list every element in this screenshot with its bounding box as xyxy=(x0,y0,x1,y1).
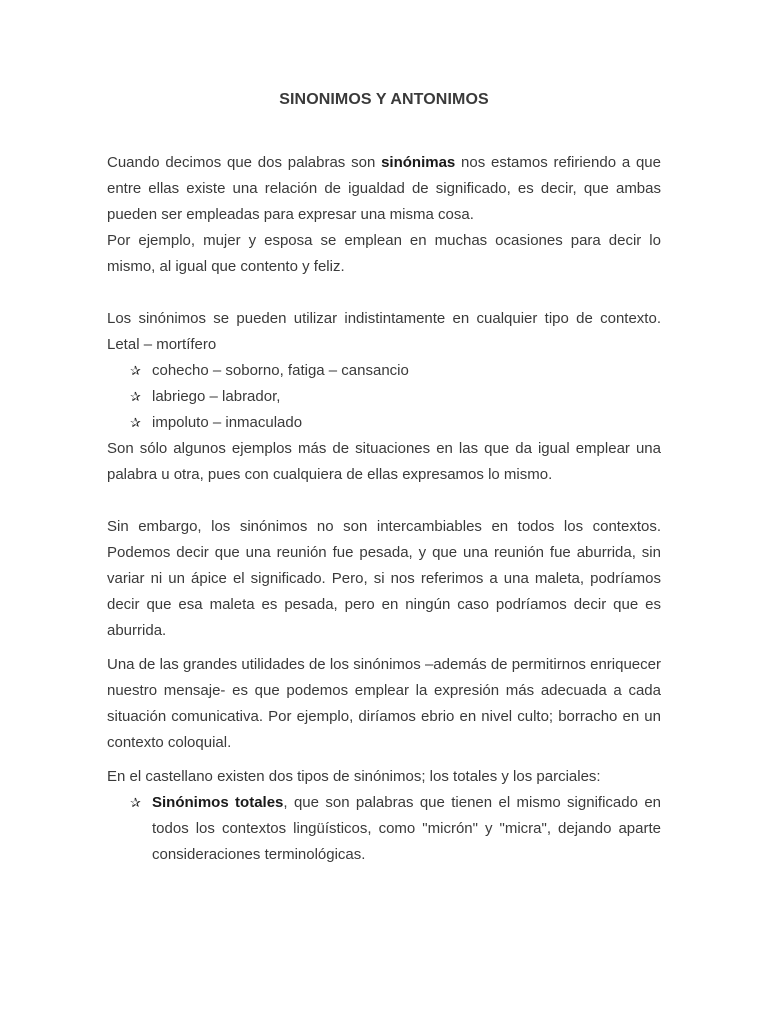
star-bullet-icon: ✰ xyxy=(130,415,141,430)
term-sinonimas: sinónimas xyxy=(381,154,456,171)
list-item-text: impoluto – inmaculado xyxy=(152,414,303,431)
star-bullet-icon: ✰ xyxy=(130,389,141,404)
paragraph-definition-start: Cuando decimos que dos palabras son xyxy=(107,154,382,171)
paragraph-not-interchangeable: Sin embargo, los sinónimos no son intercambiables en todos los contextos. Podemos decir que una reunión fue pesada, y que una reunión fue aburrida, sin variar ni un ápice el significado. Pero, si nos referimos a una maleta, podríamos decir que esa maleta es pesada, pero en ningún caso podríamos decir que es aburrida. xyxy=(107,518,661,639)
page-title: SINONIMOS Y ANTONIMOS xyxy=(279,91,489,108)
examples-list xyxy=(107,358,661,436)
paragraph-definition xyxy=(107,150,661,228)
list-item-text: labriego – labrador, xyxy=(152,388,281,405)
paragraph-context: Los sinónimos se pueden utilizar indistintamente en cualquier tipo de contexto. Letal – mortífero xyxy=(107,310,661,353)
list-item xyxy=(130,384,661,410)
paragraph-examples-note: Son sólo algunos ejemplos más de situaciones en las que da igual emplear una palabra u otra, pues con cualquiera de ellas expresamos lo mismo. xyxy=(107,440,661,483)
spacer xyxy=(107,756,661,764)
paragraph-utility: Una de las grandes utilidades de los sinónimos –además de permitirnos enriquecer nuestro mensaje- es que podemos emplear la expresión más adecuada a cada situación comunicativa. Por ejemplo, diríamos ebrio en nivel culto; borracho en un contexto coloquial. xyxy=(107,656,661,751)
spacer xyxy=(107,488,661,514)
list-item xyxy=(130,410,661,436)
list-item-text: , que son palabras que tienen el mismo significado en todos los contextos lingüísticos, como "micrón" y "micra", dejando aparte consideraciones terminológicas. xyxy=(152,794,661,863)
list-item-text: cohecho – soborno, fatiga – cansancio xyxy=(152,362,409,379)
star-bullet-icon: ✰ xyxy=(130,363,141,378)
types-list xyxy=(107,790,661,868)
paragraph-example: Por ejemplo, mujer y esposa se emplean en muchas ocasiones para decir lo mismo, al igual que contento y feliz. xyxy=(107,232,661,275)
spacer xyxy=(107,644,661,652)
document-page xyxy=(107,90,661,868)
list-item xyxy=(130,358,661,384)
paragraph-definition-end: nos estamos refiriendo a que entre ellas existe una relación de igualdad de significado, es decir, que ambas pueden ser empleadas para expresar una misma cosa. xyxy=(107,154,661,223)
term-sinonimos-totales: Sinónimos totales xyxy=(152,794,284,811)
star-bullet-icon: ✰ xyxy=(130,795,141,810)
paragraph-types: En el castellano existen dos tipos de sinónimos; los totales y los parciales: xyxy=(107,768,601,785)
list-item xyxy=(130,790,661,868)
spacer xyxy=(107,280,661,306)
